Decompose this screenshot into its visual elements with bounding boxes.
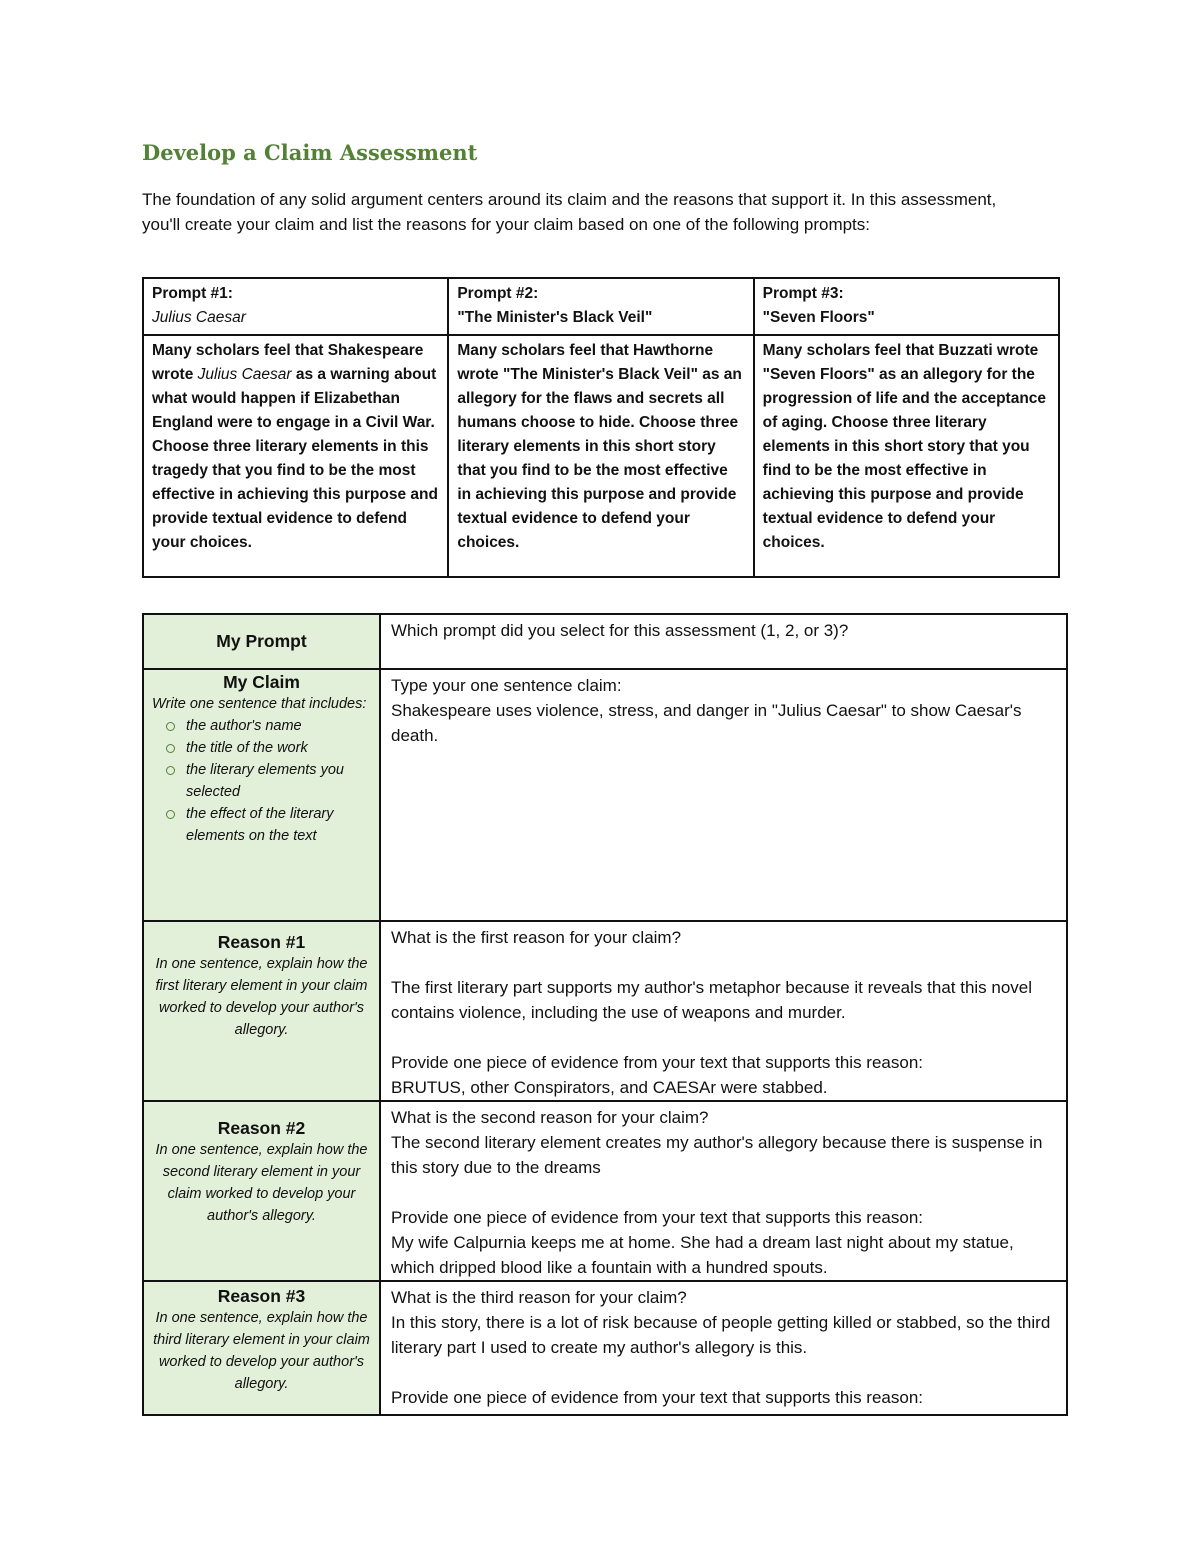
reason-3-question: What is the third reason for your claim? <box>391 1288 687 1307</box>
prompt-1-desc-part2: as a warning about what would happen if Elizabethan England were to engage in a Civil War. Choose three literary elements in this tragedy that you find to be the most effective in achieving this purpose and provide textual evidence to defend your choices. <box>152 366 438 551</box>
prompt-2-work: "The Minister's Black Veil" <box>457 309 653 326</box>
reason-3-label: Reason #3 <box>217 1286 306 1306</box>
prompt-2-description: Many scholars feel that Hawthorne wrote "The Minister's Black Veil" as an allegory for the flaws and secrets all humans choose to hide. Choose three literary elements in this short story that you find to be the most effective in achieving this purpose and provide textual evidence to defend your choices. <box>448 335 753 577</box>
reason-3-answer: In this story, there is a lot of risk because of people getting killed or stabbed, so the third literary part I used to create my author's allegory is this. <box>391 1313 1051 1357</box>
prompt-1-header <box>143 278 448 335</box>
my-claim-answer-cell[interactable] <box>380 669 1067 921</box>
prompt-3-label: Prompt #3: <box>762 285 844 302</box>
reason-2-evidence-prompt: Provide one piece of evidence from your text that supports this reason: <box>391 1208 924 1227</box>
reason-3-label-cell <box>143 1281 380 1415</box>
my-claim-question: Type your one sentence claim: <box>391 676 622 695</box>
prompt-2-header <box>448 278 753 335</box>
reason-1-label-cell <box>143 921 380 1101</box>
prompt-1-desc-work: Julius Caesar <box>197 366 292 383</box>
reason-3-evidence-prompt: Provide one piece of evidence from your text that supports this reason: <box>391 1388 924 1407</box>
intro-paragraph: The foundation of any solid argument centers around its claim and the reasons that support it. In this assessment, you'll create your claim and list the reasons for your claim based on one of the following prompts: <box>142 190 997 234</box>
list-item: the author's name <box>166 715 371 737</box>
reason-3-answer-cell[interactable] <box>380 1281 1067 1415</box>
reason-1-question: What is the first reason for your claim? <box>391 928 682 947</box>
prompt-3-work: "Seven Floors" <box>762 309 875 326</box>
my-prompt-answer-cell[interactable] <box>380 614 1067 669</box>
reason-2-note: In one sentence, explain how the second literary element in your claim worked to develop your author's allegory. <box>155 1142 368 1224</box>
reason-2-evidence: My wife Calpurnia keeps me at home. She had a dream last night about my statue, which dripped blood like a fountain with a hundred spouts. <box>391 1233 1014 1277</box>
my-prompt-label-cell <box>143 614 380 669</box>
spacer <box>391 1360 1056 1385</box>
claim-criteria-list <box>152 715 371 847</box>
reason-1-answer: The first literary part supports my author's metaphor because it reveals that this novel contains violence, including the use of weapons and murder. <box>391 978 1033 1022</box>
spacer <box>391 950 1056 975</box>
prompt-1-description <box>143 335 448 577</box>
list-item: the effect of the literary elements on the text <box>166 803 371 847</box>
prompts-table <box>142 277 1060 578</box>
reason-1-note: In one sentence, explain how the first literary element in your claim worked to develop your author's allegory. <box>155 956 368 1038</box>
list-item: the literary elements you selected <box>166 759 371 803</box>
my-prompt-row <box>143 614 1067 669</box>
reason-3-row <box>143 1281 1067 1415</box>
my-claim-answer: Shakespeare uses violence, stress, and danger in "Julius Caesar" to show Caesar's death. <box>391 701 1022 745</box>
my-prompt-label: My Prompt <box>216 631 307 651</box>
spacer <box>391 1180 1056 1205</box>
reason-3-note: In one sentence, explain how the third literary element in your claim worked to develop your author's allegory. <box>153 1310 370 1392</box>
prompt-1-label: Prompt #1: <box>152 285 233 302</box>
reason-2-label: Reason #2 <box>217 1118 306 1138</box>
reason-1-evidence-prompt: Provide one piece of evidence from your text that supports this reason: <box>391 1053 924 1072</box>
prompt-2-label: Prompt #2: <box>457 285 539 302</box>
prompt-3-header <box>754 278 1059 335</box>
reason-1-row <box>143 921 1067 1101</box>
my-prompt-question: Which prompt did you select for this assessment (1, 2, or 3)? <box>391 621 849 640</box>
response-table <box>142 613 1068 1416</box>
spacer <box>391 1025 1056 1050</box>
reason-1-label: Reason #1 <box>217 932 306 952</box>
reason-2-question: What is the second reason for your claim? <box>391 1108 709 1127</box>
my-claim-label: My Claim <box>223 672 300 692</box>
my-claim-note: Write one sentence that includes: <box>152 696 367 712</box>
prompt-1-work: Julius Caesar <box>152 309 246 326</box>
prompts-header-row <box>143 278 1059 335</box>
reason-1-evidence: BRUTUS, other Conspirators, and CAESAr were stabbed. <box>391 1078 828 1097</box>
reason-1-answer-cell[interactable] <box>380 921 1067 1101</box>
prompt-3-description: Many scholars feel that Buzzati wrote "Seven Floors" as an allegory for the progression of life and the acceptance of aging. Choose three literary elements in this short story that you find to be the most effective in achieving this purpose and provide textual evidence to defend your choices. <box>754 335 1059 577</box>
list-item: the title of the work <box>166 737 371 759</box>
reason-2-answer-cell[interactable] <box>380 1101 1067 1281</box>
page-title: Develop a Claim Assessment <box>142 140 478 165</box>
reason-2-label-cell <box>143 1101 380 1281</box>
prompt-1-desc-part1: Many scholars feel that Shakespeare wrote <box>152 342 424 383</box>
my-claim-label-cell <box>143 669 380 921</box>
my-claim-row <box>143 669 1067 921</box>
reason-2-row <box>143 1101 1067 1281</box>
reason-2-answer: The second literary element creates my author's allegory because there is suspense in this story due to the dreams <box>391 1133 1043 1177</box>
prompts-body-row <box>143 335 1059 577</box>
